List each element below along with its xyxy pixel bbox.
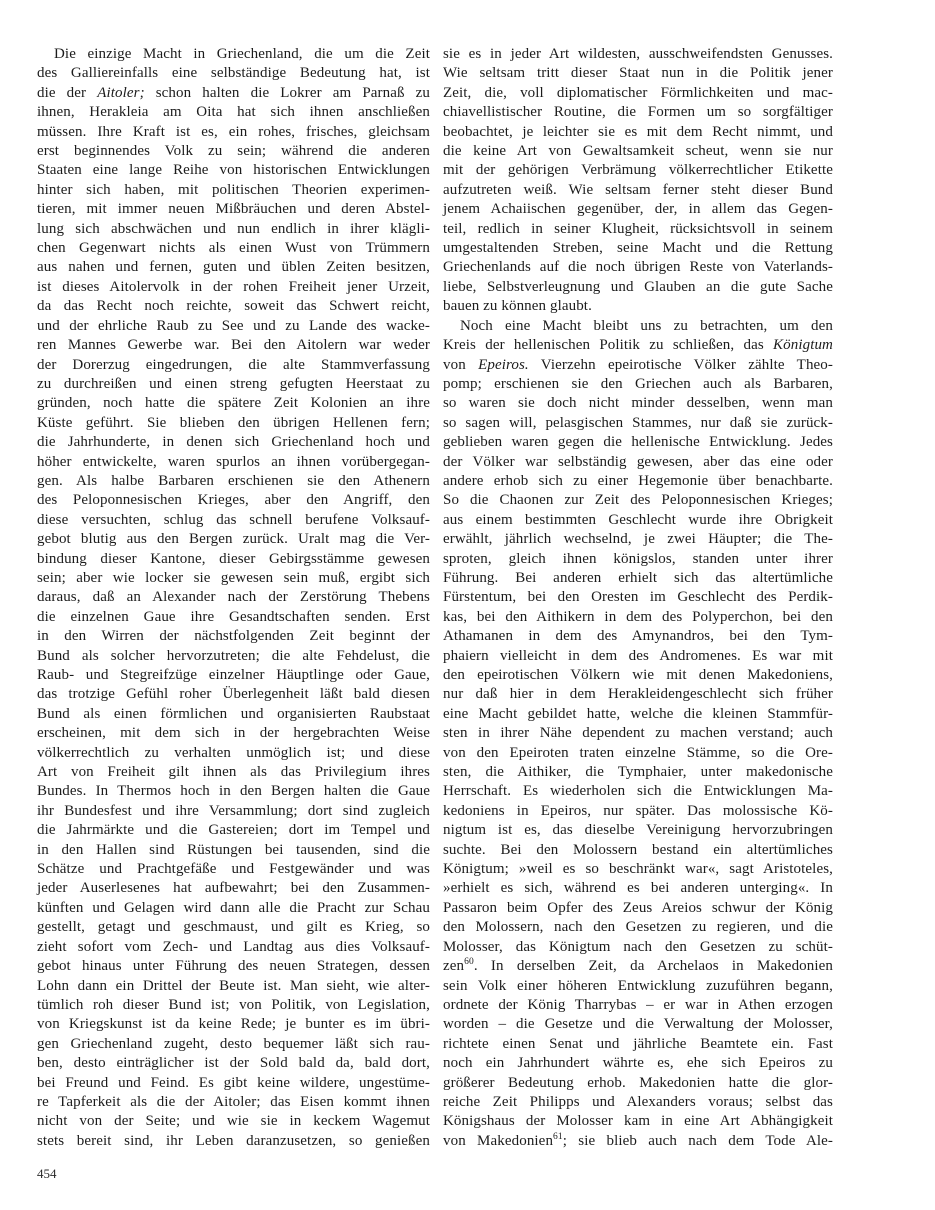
text-run: bei Freund und Feind. Es gibt keine wildere, ungestüme- [37, 1074, 430, 1091]
italic-text-run: Epeiros. [478, 356, 529, 373]
text-run: hinter sich haben, mit politischen Theorien experimen- [37, 181, 430, 198]
text-run: Bund als einen förmlichen und organisierten Raubstaat [37, 705, 430, 722]
text-line [443, 744, 833, 763]
text-line [443, 666, 833, 685]
text-run: in den Wirren der nächstfolgenden Zeit beginnt der [37, 628, 430, 645]
text-run: Königshaus der Molosser kam in eine Art Abhängigkeit [443, 1113, 833, 1130]
text-run: Bundes. In Thermos hoch in den Bergen halten die Gaue [37, 783, 430, 800]
text-line [443, 278, 833, 297]
text-run: Zeit, die, voll diplomatischer Förmlichkeiten und mac- [443, 84, 833, 101]
text-run: teil, redlich in seiner Klugheit, rücksichtsvoll in seinem [443, 220, 833, 237]
text-columns [37, 45, 833, 1151]
text-line [37, 744, 430, 763]
text-line [443, 1015, 833, 1034]
text-run: diese versuchten, schlug das schnell berufene Volksauf- [37, 511, 430, 528]
text-run: kas, bei den Aithikern in dem des Polyperchon, bei den [443, 608, 833, 625]
text-line [37, 1132, 430, 1151]
text-run: beobachtet, je leichter sie es mit dem Recht nimmt, und [443, 123, 833, 140]
text-line [37, 394, 430, 413]
text-run: Athamanen in dem des Amynandros, bei den Tym- [443, 628, 833, 645]
text-run: daraus, daß an Alexander nach der Zerstörung Thebens [37, 589, 430, 606]
text-line [443, 550, 833, 569]
text-line [443, 782, 833, 801]
text-line [37, 1054, 430, 1073]
text-run: gen Griechenland zugeht, desto bequemer läßt sich rau- [37, 1035, 430, 1052]
text-line [443, 1074, 833, 1093]
text-run: und der ehrliche Raub zu See und zu Lande des wacke- [37, 317, 430, 334]
text-run: stets bereit sind, ihr Leben daranzusetzen, so genießen [37, 1132, 430, 1149]
text-line [37, 336, 430, 355]
text-line [37, 433, 430, 452]
text-line [37, 1035, 430, 1054]
text-line [37, 84, 430, 103]
text-line [37, 588, 430, 607]
text-line [443, 918, 833, 937]
text-line [37, 627, 430, 646]
text-line [443, 220, 833, 239]
text-line [443, 957, 833, 976]
text-run: reiche Zeit Philipps und Alexanders voraus; selbst das [443, 1093, 833, 1110]
text-run: Schätze und Prachtgefäße und Festgewänder und was [37, 861, 430, 878]
text-run: geblieben waren gegen die hellenische Entwicklung. Jedes [443, 434, 833, 451]
text-run: bindung dieser Kantone, dieser Gebirgsstämme gewesen [37, 550, 430, 567]
text-run: von Makedonien [443, 1132, 554, 1149]
text-run: phaiern vielleicht in dem des Andromenes. Es war mit [443, 647, 833, 664]
text-line [443, 453, 833, 472]
text-line [443, 1035, 833, 1054]
text-run: der Völker war selbständig gewesen, aber das eine oder [443, 453, 833, 470]
text-run: Herrschaft. Es wiederholen sich die Entwicklungen Ma- [443, 783, 833, 800]
text-line [443, 841, 833, 860]
text-line [37, 297, 430, 316]
text-run: Die einzige Macht in Griechenland, die um die Zeit [54, 46, 430, 62]
text-line [37, 977, 430, 996]
text-run: Art von Freiheit gilt ihnen als das Privilegium ihres [37, 764, 430, 781]
text-run: müssen. Ihre Kraft ist es, ein rohes, frisches, gleichsam [37, 123, 430, 140]
text-run: nicht von der Seite; und wie sie in keckem Wagemut [37, 1113, 430, 1130]
text-line [443, 647, 833, 666]
text-line [443, 375, 833, 394]
text-line [37, 45, 430, 64]
text-run: gen. Als halbe Barbaren erschienen sie den Athenern [37, 472, 430, 489]
text-line [37, 724, 430, 743]
text-run: Lohn dann ein Drittel der Beute ist. Man sieht, wie alter- [37, 977, 430, 994]
text-run: ; sie blieb auch nach dem Tode Ale- [562, 1132, 833, 1149]
text-line [443, 860, 833, 879]
text-run: suchte. Bei den Molossern bestand ein altertümliches [443, 841, 833, 858]
text-run: Vierzehn epeirotische Völker zählte Theo- [528, 356, 833, 373]
text-run: gebot hinaus unter Führung des neuen Strategen, dessen [37, 958, 430, 975]
text-line [443, 433, 833, 452]
text-line [443, 569, 833, 588]
text-line [37, 647, 430, 666]
text-run: Königtum; »weil es so beschränkt war«, sagt Aristoteles, [443, 861, 833, 878]
text-line [37, 472, 430, 491]
text-run: Noch eine Macht bleibt uns zu betrachten, um den [460, 317, 833, 334]
text-line [37, 957, 430, 976]
text-line [443, 239, 833, 258]
text-line [37, 860, 430, 879]
italic-text-run: Königtum [773, 337, 833, 354]
text-column-right [443, 45, 833, 1151]
text-run: die einzelnen Gaue ihre Gesandtschaften senden. Erst [37, 608, 430, 625]
text-run: erst beginnendes Volk zu sein; während die anderen [37, 143, 430, 160]
text-line [443, 356, 833, 375]
text-run: von den Epeiroten traten einzelne Stämme, so die Ore- [443, 744, 833, 761]
text-run: Fürstentum, bei den Oresten im Geschlecht des Perdik- [443, 589, 833, 606]
text-line [37, 879, 430, 898]
text-run: aus einem bestimmten Geschlecht wurde ihre Obrigkeit [443, 511, 833, 528]
text-run: bauen zu können glaubt. [443, 298, 592, 315]
text-line [37, 64, 430, 83]
text-line [37, 1074, 430, 1093]
text-line [443, 181, 833, 200]
text-run: Staaten eine lange Reihe von historischen Entwicklungen [37, 162, 430, 179]
text-run: da das Recht noch reichte, soweit das Schwert reicht, [37, 298, 430, 315]
text-run: tieren, mit immer neuen Mißbräuchen und deren Abstel- [37, 201, 430, 218]
text-line [443, 1132, 833, 1151]
text-run: Küste geführt. Sie blieben den übrigen Hellenen fern; [37, 414, 430, 431]
text-line [443, 123, 833, 142]
text-line [37, 161, 430, 180]
text-line [443, 491, 833, 510]
text-line [37, 103, 430, 122]
text-run: jeder Auserlesenes hat aufbewahrt; bei den Zusammen- [37, 880, 430, 897]
text-run: aufzutreten weiß. Wie seltsam ferner steht dieser Bund [443, 181, 833, 198]
text-line [37, 763, 430, 782]
footnote-marker: 61 [553, 1131, 563, 1142]
text-run: Raub- und Stegreifzüge einzelner Häuptlinge oder Gaue, [37, 667, 430, 683]
text-line [37, 802, 430, 821]
text-run: Passaron beim Opfer des Zeus Areios schwur der König [443, 899, 833, 916]
text-line [443, 685, 833, 704]
text-run: noch ein Jahrhundert währte es, ehe sich Epeiros zu [443, 1055, 833, 1072]
text-run: liebe, Selbstverleugnung und Glauben an die gute Sache [443, 278, 833, 295]
text-run: erwählt, jährlich wechselnd, je zwei Häupter; die The- [443, 531, 833, 548]
text-line [37, 841, 430, 860]
text-line [37, 200, 430, 219]
text-line [37, 239, 430, 258]
text-run: des Galliereinfalls eine selbständige Bedeutung hat, ist [37, 65, 430, 82]
text-line [443, 763, 833, 782]
text-line [37, 938, 430, 957]
text-line [37, 181, 430, 200]
text-line [37, 491, 430, 510]
text-run: aus nahen und fernen, guten und üblen Zeiten besitzen, [37, 259, 430, 276]
text-line [37, 1093, 430, 1112]
text-run: chen Gegenwart nichts als einen Wust von Trümmern [37, 240, 430, 257]
text-line [443, 802, 833, 821]
text-run: völkerrechtlich zu verhalten unmöglich ist; und diese [37, 744, 430, 761]
text-run: ist dieses Aitolervolk in der rohen Freiheit jener Urzeit, [37, 278, 430, 295]
text-run: den epeirotischen Völkern wie mit denen Makedoniens, [443, 667, 833, 683]
text-line [37, 511, 430, 530]
text-run: ihnen, Herakleia am Oita hat sich ihnen anschließen [37, 104, 430, 121]
text-run: so sagen will, pelasgischen Stammes, nur daß sie zurück- [443, 414, 833, 431]
text-line [37, 918, 430, 937]
text-run: sten, die Aithiker, die Tymphaier, unter makedonische [443, 764, 833, 781]
text-line [37, 1015, 430, 1034]
text-run: ihr Bundesfest und ihre Versammlung; dort sind zugleich [37, 802, 430, 819]
text-line [443, 705, 833, 724]
text-run: sein Volk einer höheren Entwicklung zuzuführen begann, [443, 977, 833, 994]
text-line [443, 200, 833, 219]
text-run: Bund als solcher hervorzutreten; die alte Fehdelust, die [37, 647, 430, 664]
text-run: die keine Art von Gewaltsamkeit scheut, wenn sie nur [443, 143, 833, 160]
text-line [37, 317, 430, 336]
text-run: mit der gehörigen Verbrämung völkerrechtlicher Etikette [443, 162, 833, 179]
text-run: nigtum ist es, das dieselbe Vereinigung hervorzubringen [443, 822, 833, 839]
text-line [443, 394, 833, 413]
text-run: sein; aber wie locker sie gewesen sein muß, ergibt sich [37, 569, 430, 586]
text-line [443, 317, 833, 336]
text-line [37, 782, 430, 801]
text-line [443, 142, 833, 161]
text-run: zu durchreißen und einen streng gefugten Heerstaat zu [37, 375, 430, 392]
text-line [443, 64, 833, 83]
text-run: sie es in jeder Art wildesten, ausschweifendsten Genusses. [443, 46, 833, 62]
text-run: kedoniens in Epeiros, nur später. Das molossische Kö- [443, 802, 833, 819]
text-line [37, 550, 430, 569]
text-run: lung sich abschwächen und nun endlich in ihrer klägli- [37, 220, 430, 237]
text-line [37, 705, 430, 724]
text-run: schon halten die Lokrer am Parnaß zu [144, 84, 430, 101]
text-line [37, 608, 430, 627]
text-run: chiavellistischer Routine, die Formen um so sorgfältiger [443, 104, 833, 121]
text-run: nur daß hier in dem Herakleidengeschlecht sich früher [443, 686, 833, 703]
text-line [443, 627, 833, 646]
text-run: von [443, 356, 479, 373]
text-line [37, 666, 430, 685]
text-line [37, 530, 430, 549]
text-line [443, 336, 833, 355]
text-run: die Jahrmärkte und die Gastereien; dort im Tempel und [37, 822, 430, 839]
text-run: in den Hallen sind Rüstungen bei tausenden, sind die [37, 841, 430, 858]
text-run: das trotzige Gefühl roher Überlegenheit läßt bald diesen [37, 686, 430, 703]
text-run: erscheinen, mit dem sich in der hergebrachten Weise [37, 725, 430, 742]
text-run: den Molossern, nach den Gesetzen zu regieren, und die [443, 919, 833, 936]
text-run: Kreis der hellenischen Politik zu schließen, das [443, 337, 774, 354]
text-line [37, 142, 430, 161]
text-run: ordnete der König Tharrybas – er war in Athen erzogen [443, 996, 833, 1013]
text-run: künften und Gelagen wird dann alle die Pracht zur Schau [37, 899, 430, 916]
text-run: tümlich roh dieser Bund ist; von Politik, von Legislation, [37, 996, 430, 1013]
text-run: so waren sie doch nicht minder desselben, wenn man [443, 395, 833, 412]
text-line [443, 977, 833, 996]
text-line [443, 297, 833, 316]
text-line [443, 530, 833, 549]
text-line [443, 724, 833, 743]
text-run: Führung. Bei anderen erhielt sich das altertümliche [443, 569, 833, 586]
text-run: jenem Achaiischen gegenüber, der, in allem das Gegen- [443, 201, 833, 218]
text-line [443, 84, 833, 103]
text-line [37, 899, 430, 918]
text-line [443, 1054, 833, 1073]
text-run: Molosser, das Königtum nach den Gesetzen zu schüt- [443, 938, 833, 955]
text-line [37, 1112, 430, 1131]
text-run: . In derselben Zeit, da Archelaos in Makedonien [473, 958, 833, 975]
text-run: worden – die Gesetze und die Verwaltung der Molosser, [443, 1016, 833, 1033]
text-line [37, 356, 430, 375]
text-line [443, 879, 833, 898]
text-run: re Tapferkeit als die der Aitoler; das Eisen kommt ihnen [37, 1093, 430, 1110]
text-run: gestellt, getagt und geschmaust, und gilt es Krieg, so [37, 919, 430, 936]
text-line [443, 588, 833, 607]
text-line [443, 1093, 833, 1112]
text-line [443, 511, 833, 530]
text-line [37, 414, 430, 433]
text-line [37, 569, 430, 588]
text-line [443, 161, 833, 180]
text-line [443, 45, 833, 64]
text-line [37, 220, 430, 239]
text-line [37, 685, 430, 704]
text-line [37, 821, 430, 840]
text-run: der Dorerzug eingedrungen, die alte Stammverfassung [37, 356, 430, 373]
text-line [37, 453, 430, 472]
text-run: sten in ihrer Nähe dependent zu machen verstand; auch [443, 725, 833, 742]
text-run: »erhielt es sich, während es bei anderen unterging«. In [443, 880, 833, 897]
text-run: die Jahrhunderte, in denen sich Griechenland hoch und [37, 434, 430, 451]
footnote-marker: 60 [464, 957, 474, 968]
text-run: umgestaltenden Streben, seine Macht und die Rettung [443, 240, 833, 257]
text-run: von Kriegskunst ist da keine Rede; je bunter es im übri- [37, 1016, 430, 1033]
text-line [37, 278, 430, 297]
text-line [443, 414, 833, 433]
page-number: 454 [37, 1166, 57, 1181]
text-line [443, 103, 833, 122]
text-line [443, 472, 833, 491]
text-run: ben, desto einträglicher ist der Sold bald da, bald dort, [37, 1055, 430, 1072]
text-run: pomp; erschienen sie den Griechen auch als Barbaren, [443, 375, 833, 392]
text-run: ren Mannes Gewerbe war. Bei den Aitolern war weder [37, 337, 430, 354]
text-line [37, 258, 430, 277]
italic-text-run: Aitoler; [97, 84, 145, 101]
text-line [443, 1112, 833, 1131]
text-line [443, 821, 833, 840]
text-run: des Peloponnesischen Krieges, aber den Angriff, den [37, 492, 430, 509]
text-run: richtete einen Senat und jährliche Beamtete ein. Fast [443, 1035, 833, 1052]
text-run: gründen, noch hatte die spätere Zeit Kolonien an ihre [37, 395, 430, 412]
text-run: höher entwickelte, waren spurlos an ihnen vorübergegan- [37, 453, 430, 470]
text-run: die der [37, 84, 98, 101]
text-run: So die Chaonen zur Zeit des Peloponnesischen Krieges; [443, 492, 833, 509]
text-run: gebot blutig aus den Bergen zurück. Uralt mag die Ver- [37, 531, 430, 548]
text-run: zieht sofort vom Zech- und Landtag aus dies Volksauf- [37, 938, 430, 955]
text-line [443, 938, 833, 957]
text-line [443, 608, 833, 627]
text-line [37, 996, 430, 1015]
text-line [37, 123, 430, 142]
text-column-left [37, 45, 430, 1151]
text-run: Griechenlands auf die noch übrigen Reste von Vaterlands- [443, 259, 833, 276]
text-run: zen [443, 958, 465, 975]
text-run: sproten, gleich ihnen königslos, standen unter ihrer [443, 550, 833, 567]
text-run: eine Macht gebildet hatte, welche die kleinen Stammfür- [443, 705, 833, 722]
text-run: andere erhob sich zu einer Hegemonie über benachbarte. [443, 472, 833, 489]
text-run: Wie seltsam tritt dieser Staat nun in die Politik jener [443, 65, 833, 82]
text-line [37, 375, 430, 394]
text-run: größerer Bedeutung erhob. Makedonien hatte die glor- [443, 1074, 833, 1091]
text-line [443, 996, 833, 1015]
text-line [443, 899, 833, 918]
text-line [443, 258, 833, 277]
